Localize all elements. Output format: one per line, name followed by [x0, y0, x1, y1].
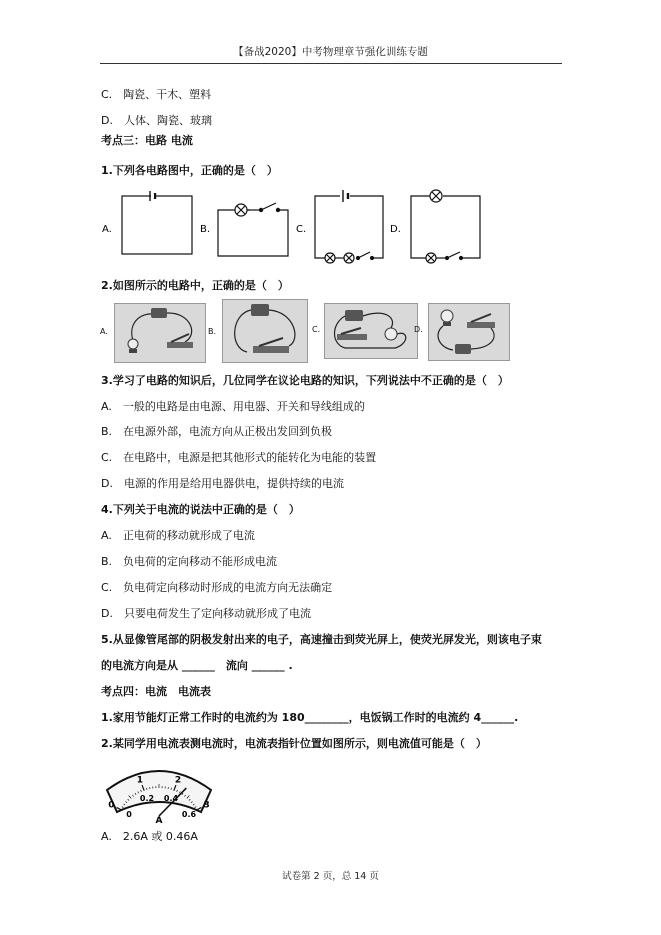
q1-label-c: C. [296, 224, 307, 235]
q2-photo-b [222, 299, 308, 363]
question-5-line-2: 的电流方向是从 ______ 流向 ______ . [101, 659, 293, 672]
question-3-option-d: D. 电源的作用是给用电器供电，提供持续的电流 [101, 477, 344, 490]
question-4-option-d: D. 只要电荷发生了定向移动就形成了电流 [101, 607, 311, 620]
q2-photo-c [324, 303, 418, 359]
upper-scale-label: 0 [108, 800, 115, 811]
q2-circuit-d [429, 304, 509, 360]
q1-circuit-figures [100, 186, 500, 268]
lower-scale-label: 0.6 [181, 810, 197, 820]
question-3-option-a: A. 一般的电路是由电源、用电器、开关和导线组成的 [101, 400, 365, 413]
q2-label-d: D. [414, 325, 423, 334]
q1-circuit-c [315, 190, 383, 263]
page-header: 【备战2020】中考物理章节强化训练专题 [233, 46, 428, 58]
option-d-prev: D. 人体、陶瓷、玻璃 [101, 114, 212, 127]
question-6: 1.家用节能灯正常工作时的电流约为 180________，电饭锅工作时的电流约 4______. [101, 711, 519, 724]
section-3-title: 考点三：电路 电流 [101, 134, 193, 147]
question-3-option-c: C. 在电路中，电源是把其他形式的能转化为电能的装置 [101, 451, 377, 464]
q2-label-b: B. [208, 327, 217, 336]
ammeter-dial [101, 760, 217, 826]
q1-label-a: A. [102, 224, 112, 235]
q1-circuit-b [218, 203, 288, 256]
q1-circuit-a [122, 191, 192, 254]
upper-scale-label: 2 [174, 775, 182, 786]
question-1: 1.下列各电路图中，正确的是（ ） [101, 164, 278, 177]
question-7: 2.某同学用电流表测电流时，电流表指针位置如图所示，则电流值可能是（ ） [101, 737, 487, 750]
q2-label-c: C. [312, 325, 321, 334]
question-5-line-1: 5.从显像管尾部的阴极发射出来的电子，高速撞击到荧光屏上，使荧光屏发光，则该电子束 [101, 633, 542, 646]
q2-label-a: A. [100, 327, 108, 336]
lower-scale-label: 0.4 [163, 794, 179, 804]
q2-photo-d [428, 303, 510, 361]
question-2: 2.如图所示的电路中，正确的是（ ） [101, 279, 289, 292]
q2-circuit-c [325, 304, 417, 358]
question-4: 4.下列关于电流的说法中正确的是（ ） [101, 503, 300, 516]
upper-scale-label: 3 [203, 800, 210, 811]
q2-circuit-b [223, 300, 307, 362]
q1-label-d: D. [390, 224, 401, 235]
section-4-title: 考点四：电流 电流表 [101, 685, 211, 698]
ammeter-unit-label: A [155, 816, 163, 826]
lower-scale-label: 0 [126, 810, 132, 820]
lower-scale-label: 0.2 [139, 794, 155, 804]
question-4-option-a: A. 正电荷的移动就形成了电流 [101, 529, 255, 542]
question-4-option-b: B. 负电荷的定向移动不能形成电流 [101, 555, 278, 568]
question-3-option-b: B. 在电源外部，电流方向从正极出发回到负极 [101, 425, 333, 438]
q1-label-b: B. [200, 224, 211, 235]
question-4-option-c: C. 负电荷定向移动时形成的电流方向无法确定 [101, 581, 333, 594]
header-divider [100, 63, 562, 64]
q2-circuit-a [115, 304, 205, 362]
upper-scale-label: 1 [136, 775, 144, 786]
q2-photo-a [114, 303, 206, 363]
q1-circuit-d [411, 190, 480, 263]
option-c-prev: C. 陶瓷、干木、塑料 [101, 88, 212, 101]
question-3: 3.学习了电路的知识后，几位同学在议论电路的知识，下列说法中不正确的是（ ） [101, 374, 509, 387]
page-footer: 试卷第 2 页，总 14 页 [282, 871, 379, 882]
question-7-option-a: A. 2.6A 或 0.46A [101, 830, 198, 843]
